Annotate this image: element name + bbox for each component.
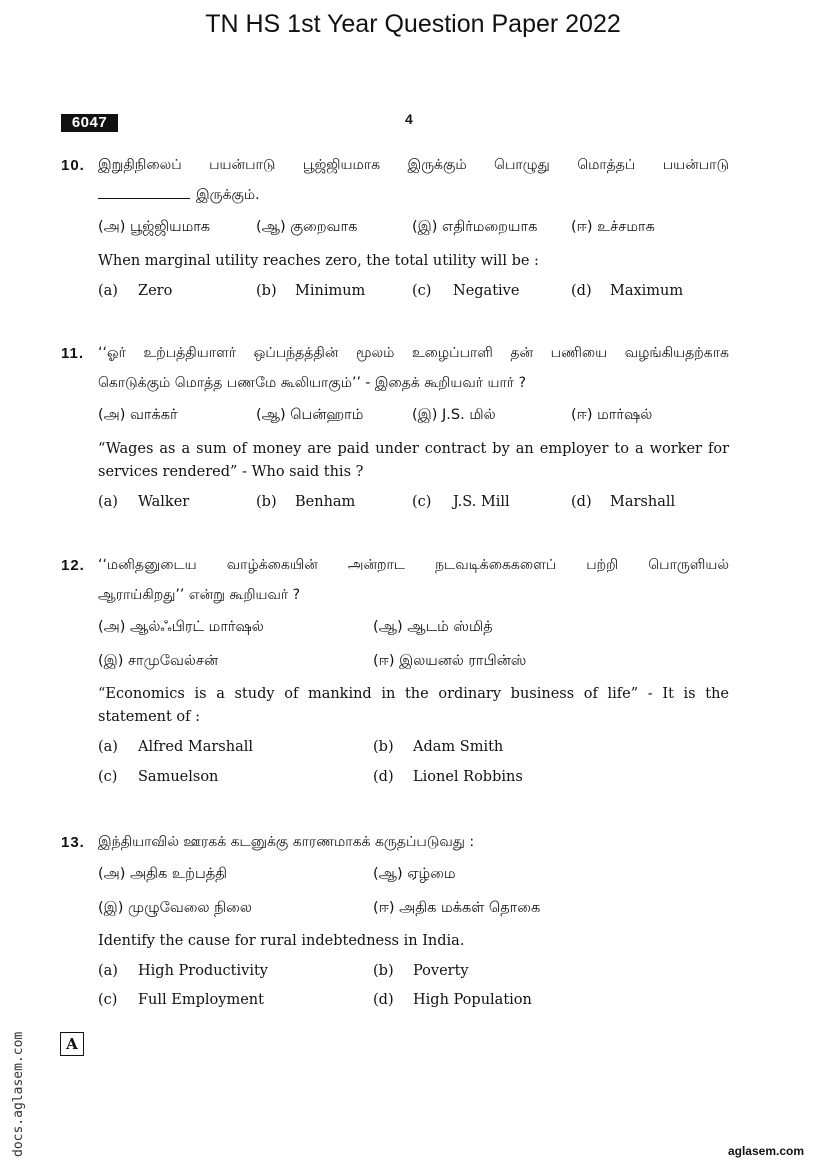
tamil-question-line: ‘‘மனிதனுடைய வாழ்க்கையின் அன்றாட நடவடிக்கைகளைப் பற்றி பொருளியல் — [98, 557, 729, 573]
question-number: 13. — [61, 834, 85, 851]
watermark-text: docs.aglasem.com — [11, 1031, 26, 1157]
question-number: 10. — [61, 157, 85, 174]
option-text: Poverty — [413, 963, 469, 979]
option-text: Alfred Marshall — [138, 739, 254, 755]
option-text: Minimum — [295, 283, 366, 299]
english-question-line: “Wages as a sum of money are paid under contract by an employer to a worker for — [98, 441, 729, 457]
tamil-question-line: இறுதிநிலைப் பயன்பாடு பூஜ்ஜியமாக இருக்கும் பொழுது மொத்தப் பயன்பாடு — [98, 157, 729, 173]
option-text: Samuelson — [138, 769, 219, 785]
english-question-line: “Economics is a study of mankind in the ordinary business of life” - It is the — [98, 686, 729, 702]
tamil-option: (இ) எதிர்மறையாக — [412, 219, 538, 235]
option-text: Lionel Robbins — [413, 769, 523, 785]
question-number: 12. — [61, 557, 85, 574]
option-letter: (d) — [373, 769, 394, 785]
tamil-option: (அ) அதிக உற்பத்தி — [98, 866, 228, 882]
option-letter: (c) — [412, 283, 432, 299]
series-box: A — [60, 1032, 84, 1056]
english-question-line: services rendered” - Who said this ? — [98, 464, 364, 480]
option-text: Full Employment — [138, 992, 264, 1008]
option-text: High Productivity — [138, 963, 268, 979]
option-letter: (d) — [373, 992, 394, 1008]
page-title: TN HS 1st Year Question Paper 2022 — [205, 10, 621, 38]
english-question: Identify the cause for rural indebtedness in India. — [98, 933, 465, 949]
option-letter: (b) — [373, 739, 394, 755]
option-text: Zero — [138, 283, 173, 299]
option-letter: (b) — [373, 963, 394, 979]
tamil-option: (இ) முழுவேலை நிலை — [98, 900, 252, 916]
tamil-question-text: இருக்கும். — [196, 187, 260, 203]
option-letter: (a) — [98, 963, 118, 979]
option-letter: (b) — [256, 494, 277, 510]
tamil-option: (ஈ) மார்ஷல் — [571, 407, 653, 423]
tamil-option: (ஈ) அதிக மக்கள் தொகை — [373, 900, 541, 916]
tamil-option: (ஆ) பென்ஹாம் — [256, 407, 364, 423]
side-watermark — [8, 995, 28, 1160]
brand-footer: aglasem.com — [727, 1144, 804, 1158]
tamil-option: (ஈ) உச்சமாக — [571, 219, 655, 235]
tamil-question-line: கொடுக்கும் மொத்த பணமே கூலியாகும்’’ - இதைக் கூறியவர் யார் ? — [98, 375, 526, 391]
question-number: 11. — [61, 345, 85, 362]
option-text: Maximum — [610, 283, 684, 299]
option-text: Marshall — [610, 494, 676, 510]
tamil-option: (ஆ) குறைவாக — [256, 219, 358, 235]
option-text: Adam Smith — [413, 739, 504, 755]
option-letter: (c) — [98, 769, 118, 785]
tamil-question-line: இந்தியாவில் ஊரகக் கடனுக்கு காரணமாகக் கருதப்படுவது : — [98, 834, 475, 850]
tamil-option: (இ) J.S. மில் — [412, 407, 496, 423]
tamil-option: (அ) பூஜ்ஜியமாக — [98, 219, 211, 235]
option-text: High Population — [413, 992, 532, 1008]
english-question-line: statement of : — [98, 709, 201, 725]
english-question: When marginal utility reaches zero, the total utility will be : — [98, 253, 539, 269]
tamil-question-line: ‘‘ஓர் உற்பத்தியாளர் ஒப்பந்தத்தின் மூலம் உழைப்பாளி தன் பணியை வழங்கியதற்காக — [98, 345, 729, 361]
option-text: Negative — [453, 283, 520, 299]
tamil-option: (ஆ) ஏழ்மை — [373, 866, 456, 882]
option-letter: (d) — [571, 494, 592, 510]
option-letter: (c) — [98, 992, 118, 1008]
tamil-option: (ஆ) ஆடம் ஸ்மித் — [373, 619, 493, 635]
option-text: J.S. Mill — [453, 494, 510, 510]
tamil-option: (ஈ) இலயனல் ராபின்ஸ் — [373, 653, 527, 669]
option-letter: (a) — [98, 283, 118, 299]
page-number: 4 — [405, 111, 413, 127]
tamil-option: (அ) ஆல்ஃபிரட் மார்ஷல் — [98, 619, 264, 635]
option-letter: (b) — [256, 283, 277, 299]
option-text: Benham — [295, 494, 356, 510]
option-letter: (a) — [98, 494, 118, 510]
option-text: Walker — [138, 494, 190, 510]
paper-code-badge: 6047 — [61, 114, 118, 132]
option-letter: (c) — [412, 494, 432, 510]
option-letter: (a) — [98, 739, 118, 755]
tamil-question-line: ஆராய்கிறது’’ என்று கூறியவர் ? — [98, 587, 301, 603]
option-letter: (d) — [571, 283, 592, 299]
tamil-option: (இ) சாமுவேல்சன் — [98, 653, 219, 669]
tamil-option: (அ) வாக்கர் — [98, 407, 178, 423]
answer-blank — [98, 198, 190, 199]
tamil-question-line — [98, 187, 260, 205]
